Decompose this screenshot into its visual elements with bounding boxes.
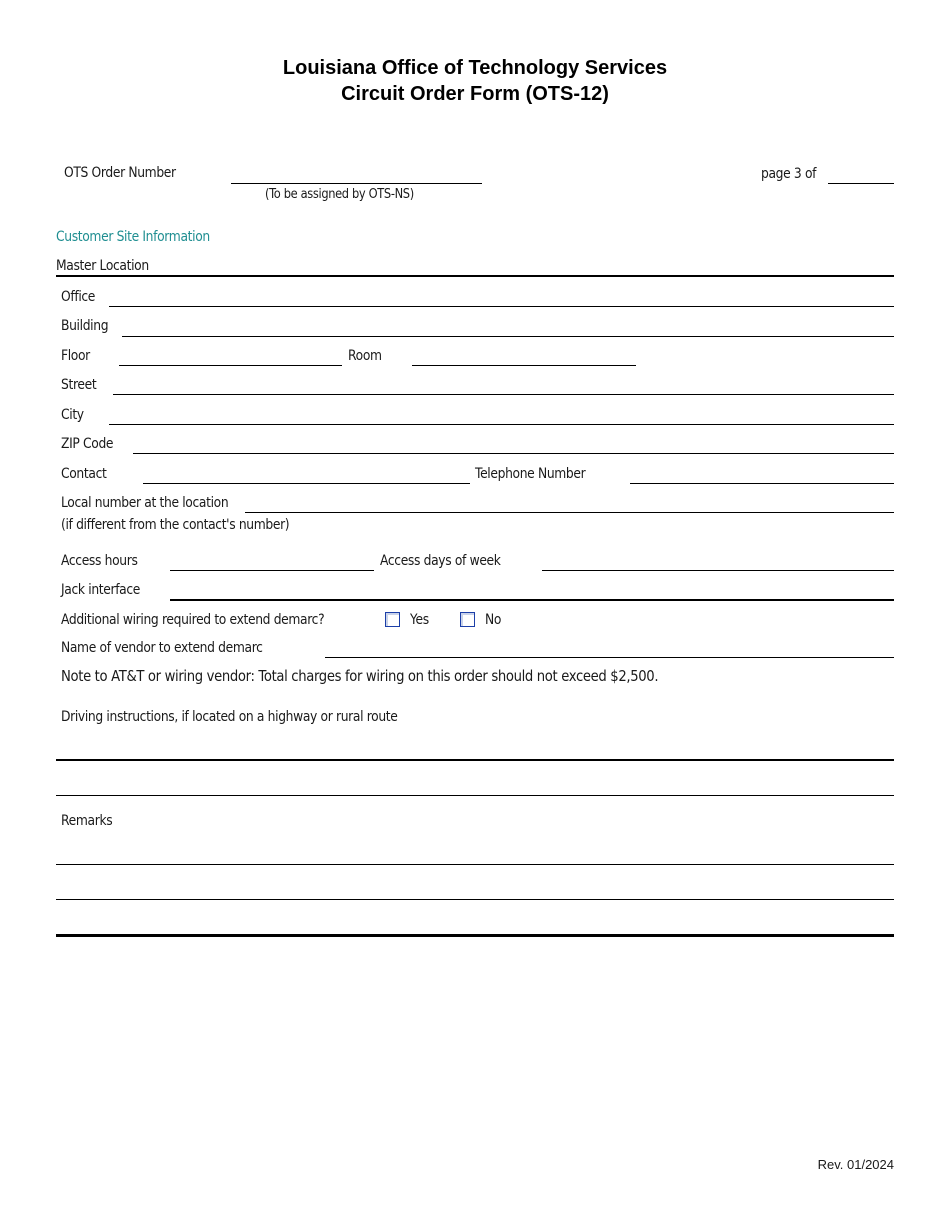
wiring-yes-checkbox[interactable] xyxy=(385,612,400,627)
floor-field[interactable] xyxy=(119,365,342,366)
zip-label: ZIP Code xyxy=(61,436,114,452)
revision-label: Rev. 01/2024 xyxy=(817,1157,894,1172)
order-number-field[interactable] xyxy=(231,183,482,184)
form-subtitle: Circuit Order Form (OTS-12) xyxy=(341,83,609,105)
wiring-question-label: Additional wiring required to extend demarc? xyxy=(61,612,325,628)
telephone-label: Telephone Number xyxy=(475,466,586,482)
remarks-field-1[interactable] xyxy=(56,864,894,865)
driving-instructions-field-1[interactable] xyxy=(56,759,894,761)
office-field[interactable] xyxy=(109,306,894,307)
vendor-name-label: Name of vendor to extend demarc xyxy=(61,640,263,656)
wiring-no-label: No xyxy=(485,612,502,628)
contact-field[interactable] xyxy=(143,483,470,484)
order-number-label: OTS Order Number xyxy=(64,165,176,181)
access-days-field[interactable] xyxy=(542,570,894,571)
driving-instructions-label: Driving instructions, if located on a highway or rural route xyxy=(61,709,398,725)
city-field[interactable] xyxy=(109,424,894,425)
street-label: Street xyxy=(61,377,97,393)
local-number-label: Local number at the location xyxy=(61,495,229,511)
street-field[interactable] xyxy=(113,394,894,395)
page-label: page 3 of xyxy=(761,166,817,182)
jack-interface-field[interactable] xyxy=(170,599,894,601)
zip-field[interactable] xyxy=(133,453,894,454)
vendor-name-field[interactable] xyxy=(325,657,894,658)
order-number-note: (To be assigned by OTS-NS) xyxy=(265,187,414,202)
page-total-field[interactable] xyxy=(828,183,894,184)
form-title: Louisiana Office of Technology Services xyxy=(282,57,668,79)
floor-label: Floor xyxy=(61,348,90,364)
master-location-label: Master Location xyxy=(56,258,149,274)
building-field[interactable] xyxy=(122,336,894,337)
city-label: City xyxy=(61,407,84,423)
room-label: Room xyxy=(348,348,382,364)
wiring-charge-note: Note to AT&T or wiring vendor: Total charges for wiring on this order should not exceed $2,500. xyxy=(61,667,659,685)
section-title: Customer Site Information xyxy=(56,229,210,245)
room-field[interactable] xyxy=(412,365,636,366)
telephone-field[interactable] xyxy=(630,483,894,484)
local-number-field[interactable] xyxy=(245,512,894,513)
contact-label: Contact xyxy=(61,466,107,482)
driving-instructions-field-2[interactable] xyxy=(56,795,894,796)
section-divider xyxy=(56,275,894,277)
jack-interface-label: Jack interface xyxy=(61,582,141,598)
building-label: Building xyxy=(61,318,109,334)
wiring-no-checkbox[interactable] xyxy=(460,612,475,627)
office-label: Office xyxy=(61,289,96,305)
access-days-label: Access days of week xyxy=(380,553,501,569)
form-bottom-rule xyxy=(56,934,894,937)
remarks-field-2[interactable] xyxy=(56,899,894,900)
wiring-yes-label: Yes xyxy=(410,612,429,628)
access-hours-label: Access hours xyxy=(61,553,138,569)
local-number-note: (if different from the contact's number) xyxy=(61,517,290,533)
remarks-label: Remarks xyxy=(61,813,113,829)
access-hours-field[interactable] xyxy=(170,570,374,571)
